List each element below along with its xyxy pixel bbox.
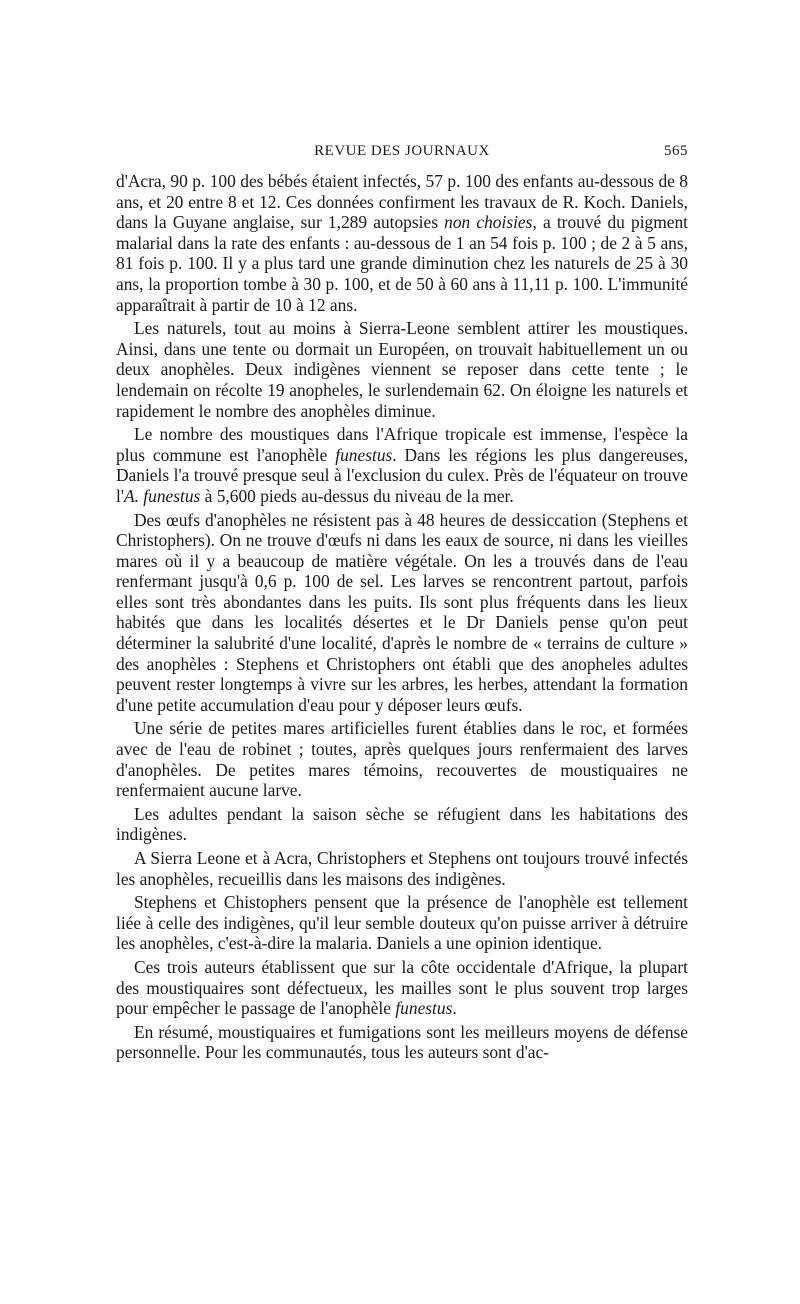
italic-run: funestus	[395, 998, 453, 1019]
body-text	[116, 171, 688, 1063]
paragraph	[116, 848, 688, 889]
text-run: Une série de petites mares artificielles furent établies dans le roc, et formées avec de l'eau de robinet ; toutes, après quelques jours renfermaient des larves d'anophèles. De petites mares témoins, recouvertes de moustiquaires ne renfermaient aucune larve.	[116, 718, 688, 801]
paragraph	[116, 318, 688, 421]
paragraph	[116, 804, 688, 845]
italic-run: A. funestus	[123, 485, 201, 506]
text-run: d'Acra, 90 p. 100 des bébés étaient infectés, 57 p. 100 des enfants au-dessous de 8 ans, et 20 entre 8 et 12. Ces données confirment les travaux de R. Koch. Daniels, dans la Guyane anglaise, sur 1,289 autopsies	[116, 171, 688, 233]
text-run: .	[452, 998, 457, 1019]
document-page	[116, 0, 688, 1066]
text-run: Les naturels, tout au moins à Sierra-Leone semblent attirer les moustiques. Ainsi, dans une tente ou dormait un Européen, on trouvait habituellement un ou deux anophèles. Deux indigènes viennent se reposer dans cette tente ; le lendemain on récolte 19 anopheles, le surlendemain 62. On éloigne les naturels et rapidement le nombre des anophèles diminue.	[116, 318, 688, 421]
text-run: . Dans les régions les plus dangereuses, Daniels l'a trouvé presque seul à l'exclusion du culex. Près de l'équateur on trouve l'	[116, 444, 689, 506]
paragraph	[116, 510, 688, 716]
text-run: Les adultes pendant la saison sèche se réfugient dans les habitations des indigènes.	[116, 803, 688, 845]
paragraph	[116, 171, 688, 315]
running-title: REVUE DES JOURNAUX	[314, 143, 490, 159]
page-header	[116, 143, 688, 183]
text-run: Ces trois auteurs établissent que sur la côte occidentale d'Afrique, la plupart des moustiquaires sont défectueux, les mailles sont le plus souvent trop larges pour empêcher le passage de l'anophèle	[116, 956, 688, 1019]
paragraph	[116, 892, 688, 954]
paragraph	[116, 957, 688, 1019]
text-run: Stephens et Chistophers pensent que la présence de l'anophèle est tellement liée à celle des indigènes, qu'il leur semble douteux qu'on puisse arriver à détruire les anophèles, c'est-à-dire la malaria. Daniels a une opinion identique.	[116, 892, 688, 954]
paragraph	[116, 718, 688, 800]
page-number: 565	[664, 143, 688, 159]
text-run: Des œufs d'anophèles ne résistent pas à 48 heures de dessiccation (Stephens et Christophers). On ne trouve d'œufs ni dans les eaux de source, ni dans les vieilles mares où il y a beaucoup de matière végétale. On les a trouvés dans de l'eau renfermant jusqu'à 0,6 p. 100 de sel. Les larves se rencontrent partout, parfois elles sont très abondantes dans les puits. Ils sont plus fréquents dans les lieux habités que dans les localités désertes et le Dr Daniels pense qu'on peut déterminer la salubrité d'une localité, d'après le nombre de « terrains de culture » des anophèles : Stephens et Christophers ont établi que des anopheles adultes peuvent rester longtemps à vivre sur les arbres, les herbes, attendant la formation d'une petite accumulation d'eau pour y déposer leurs œufs.	[116, 509, 688, 715]
italic-run: funestus	[335, 444, 393, 465]
paragraph	[116, 1022, 688, 1063]
text-run: En résumé, moustiquaires et fumigations sont les meilleurs moyens de défense personnelle. Pour les communautés, tous les auteurs sont d'ac-	[116, 1021, 688, 1063]
paragraph	[116, 424, 688, 506]
text-run: Le nombre des moustiques dans l'Afrique tropicale est immense, l'espèce la plus commune est l'anophèle	[116, 424, 688, 465]
text-run: à 5,600 pieds au-dessus du niveau de la mer.	[200, 485, 514, 506]
italic-run: non choisies	[444, 212, 533, 233]
text-run: , a trouvé du pigment malarial dans la rate des enfants : au-dessous de 1 an 54 fois p. 100 ; de 2 à 5 ans, 81 fois p. 100. Il y a plus tard une grande diminution chez les naturels de 25 à 30 ans, la proportion tombe à 30 p. 100, et de 50 à 60 ans à 11,11 p. 100. L'immunité apparaîtrait à partir de 10 à 12 ans.	[116, 212, 688, 315]
text-run: A Sierra Leone et à Acra, Christophers et Stephens ont toujours trouvé infectés les anophèles, recueillis dans les maisons des indigènes.	[116, 848, 688, 889]
